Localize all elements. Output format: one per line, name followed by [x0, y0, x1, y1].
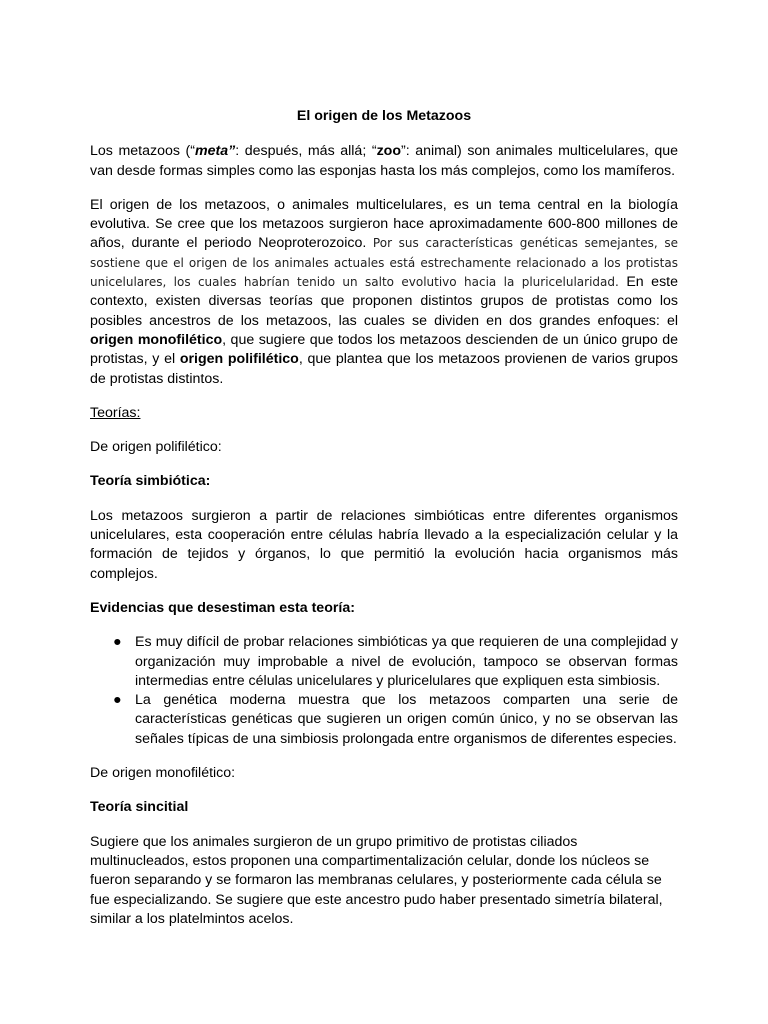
intro-term-meta: meta”	[194, 143, 236, 160]
list-item-text: Es muy difícil de probar relaciones simbióticas ya que requieren de una complejidad y organización muy improbable a nivel de evolución, tampoco se observan formas intermedias entre células unicelulares y pluricelulares que expliquen esta simbiosis.	[135, 634, 678, 689]
symbiotic-theory-heading: Teoría simbiótica:	[90, 473, 211, 490]
symbiotic-theory-text: Los metazoos surgieron a partir de relaciones simbióticas entre diferentes organismos unicelulares, esta cooperación entre células habría llevado a la especialización celular y la formación de tejidos y órganos, lo que permitió la evolución hacia organismos más complejos.	[90, 507, 678, 582]
list-item	[113, 691, 678, 749]
origin-text-2: En este contexto, existen diversas teorías que proponen distintos grupos de protistas como los posibles ancestros de los metazoos, las cuales se dividen en dos grandes enfoques: el	[90, 274, 678, 329]
monophyletic-heading: De origen monofilético:	[90, 765, 236, 782]
origin-text-3: , que sugiere que todos los metazoos descienden de un único grupo de protistas, y el	[90, 331, 678, 368]
origin-text-small: Por sus características genéticas semejantes, se sostiene que el origen de los animales actuales está estrechamente relacionado a los protistas unicelulares, los cuales habrían tenido un salto evolutivo hacia la pluricelularidad.	[90, 236, 678, 290]
origin-term-monophyletic: origen monofilético	[90, 331, 223, 348]
evidence-list	[90, 633, 678, 749]
intro-text-3: ”: animal) son animales multicelulares, que van desde formas simples como las esponjas hasta los más complejos, como los mamíferos.	[90, 143, 679, 179]
intro-term-zoo: zoo	[376, 143, 401, 160]
document-title: El origen de los Metazoos	[296, 108, 472, 124]
polyphyletic-heading: De origen polifilético:	[90, 439, 222, 456]
intro-paragraph	[90, 142, 678, 181]
origin-text-4: , que plantea que los metazoos provienen de varios grupos de protistas distintos.	[90, 351, 678, 387]
syncytial-theory-heading: Teoría sincitial	[90, 799, 189, 816]
document-body	[90, 107, 678, 944]
bullet-icon: ●	[113, 634, 122, 651]
intro-text-1: Los metazoos (“	[90, 143, 195, 160]
syncytial-theory-text: Sugiere que los animales surgieron de un grupo primitivo de protistas ciliados multinucleados, estos proponen una compartimentalización celular, donde los núcleos se fueron separando y se formaron las membranas celulares, y posteriormente cada célula se fue especializando. Se sugiere que este ancestro pudo haber presentado simetría bilateral, similar a los platelmintos acelos.	[90, 833, 663, 927]
list-item-text: La genética moderna muestra que los metazoos comparten una serie de características genéticas que sugieren un origen común único, y no se observan las señales típicas de una simbiosis prolongada entre organismos de diferentes especies.	[135, 692, 678, 747]
theories-heading-text: Teorías:	[90, 404, 141, 421]
intro-text-2: : después, más allá; “	[235, 143, 377, 160]
list-item	[113, 633, 678, 691]
theories-heading	[90, 404, 678, 423]
evidence-heading: Evidencias que desestiman esta teoría:	[90, 599, 355, 616]
origin-text-1: El origen de los metazoos, o animales multicelulares, es un tema central en la biología evolutiva. Se cree que los metazoos surgieron hace aproximadamente 600-800 millones de años, durante el periodo Neoproterozoico.	[90, 196, 678, 252]
origin-paragraph	[90, 196, 678, 389]
bullet-icon: ●	[113, 692, 122, 709]
origin-term-polyphyletic: origen polifilético	[179, 351, 299, 368]
